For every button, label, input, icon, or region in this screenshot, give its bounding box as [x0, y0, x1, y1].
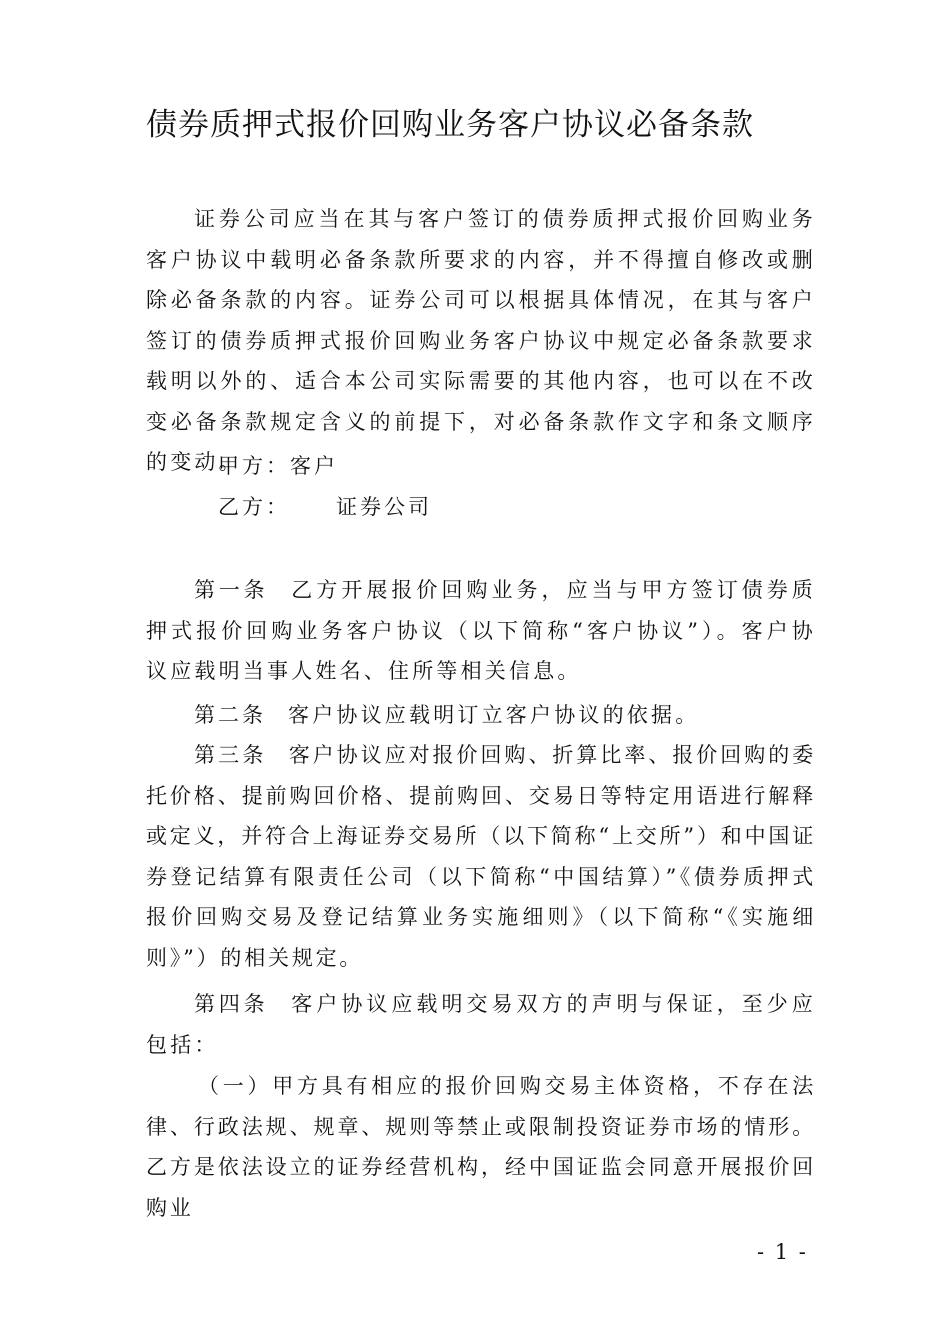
article-2-text: 客户协议应载明订立客户协议的依据。: [288, 703, 700, 727]
intro-paragraph: 证券公司应当在其与客户签订的债券质押式报价回购业务客户协议中载明必备条款所要求的内容，并不得擅自修改或删除必备条款的内容。证券公司可以根据具体情况，在其与客户签订的债券质押式报价回购业务客户协议中规定必备条款要求载明以外的、适合本公司实际需要的其他内容，也可以在不改变必备条款规定含义的前提下，对必备条款作文字和条文顺序的变动。: [146, 207, 816, 474]
article-2-heading: 第二条: [194, 703, 266, 727]
clause-1: （一）甲方具有相应的报价回购交易主体资格，不存在法律、行政法规、规章、规则等禁止或限制投资证券市场的情形。乙方是依法设立的证券经营机构，经中国证监会同意开展报价回购业: [146, 1074, 816, 1220]
party-b-label: 乙方：: [218, 495, 290, 519]
article-3-heading: 第三条: [194, 743, 267, 767]
party-b-value: 证券公司: [336, 495, 432, 519]
article-4: [146, 984, 816, 1065]
party-a-line: [218, 446, 338, 486]
article-2: [146, 695, 816, 736]
party-a-value: 客户: [290, 454, 338, 478]
article-1: [146, 570, 816, 692]
party-a-label: 甲方：: [218, 454, 290, 478]
article-1-heading: 第一条: [194, 578, 269, 602]
party-b-line: [218, 487, 432, 527]
document-title: 债券质押式报价回购业务客户协议必备条款: [146, 107, 754, 143]
page-number: - 1 -: [757, 1240, 808, 1264]
article-1-text: 乙方开展报价回购业务，应当与甲方签订债券质押式报价回购业务客户协议（以下简称“客户协议”）。客户协议应载明当事人姓名、住所等相关信息。: [146, 578, 817, 683]
article-3-text: 客户协议应对报价回购、折算比率、报价回购的委托价格、提前购回价格、提前购回、交易日等特定用语进行解释或定义，并符合上海证券交易所（以下简称“上交所”）和中国证券登记结算有限责任公司（以下简称“中国结算）”《债券质押式报价回购交易及登记结算业务实施细则》（以下简称“《实施细则》”）的相关规定。: [146, 743, 816, 970]
article-3: [146, 735, 816, 978]
article-4-heading: 第四条: [194, 992, 269, 1016]
article-4-text: 客户协议应载明交易双方的声明与保证，至少应包括：: [146, 992, 817, 1057]
